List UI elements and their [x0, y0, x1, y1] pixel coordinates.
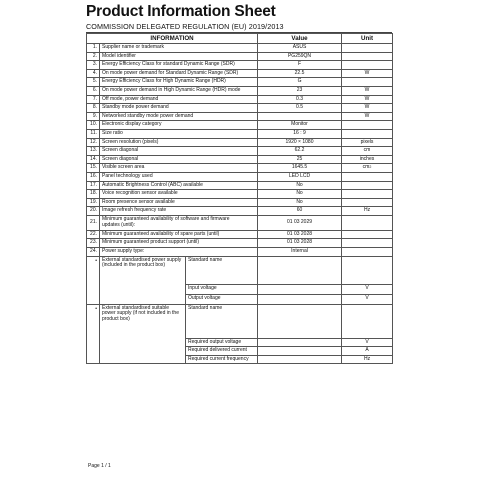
row-value: 16 : 9: [258, 129, 342, 138]
sub-label: Standard name: [186, 256, 258, 284]
table-row: [87, 52, 393, 61]
sub-label: Required output voltage: [186, 338, 258, 347]
row-value: [258, 112, 342, 121]
row-label: Image refresh frequency rate: [100, 207, 258, 216]
row-number: 20.: [87, 207, 100, 216]
row-number: 10.: [87, 121, 100, 130]
psu-std-standard-name-row: [87, 256, 393, 284]
table-row: [87, 198, 393, 207]
row-label: Automatic Brightness Control (ABC) available: [100, 181, 258, 190]
table-row: [87, 78, 393, 87]
row-label: Screen resolution (pixels): [100, 138, 258, 147]
row-label: Minimum guaranteed availability of software and firmware updates (until):: [100, 215, 258, 230]
row-value: LED LCD: [258, 172, 342, 181]
row-unit: pixels: [342, 138, 393, 147]
page-footer: Page 1 / 1: [88, 463, 111, 469]
sub-value: [258, 284, 342, 294]
table-row: [87, 190, 393, 199]
row-value: No: [258, 181, 342, 190]
row-unit: W: [342, 69, 393, 78]
sub-unit: V: [342, 294, 393, 304]
row-number: 23.: [87, 239, 100, 248]
sub-label: Required current frequency: [186, 355, 258, 364]
sub-value: [258, 294, 342, 304]
row-label: Room presence sensor available: [100, 198, 258, 207]
row-number: 19.: [87, 198, 100, 207]
sub-value: [258, 256, 342, 284]
row-value: G: [258, 78, 342, 87]
psu-suit-label: External standardised suitable power supply (if not included in the product box): [100, 304, 186, 364]
row-number: 18.: [87, 190, 100, 199]
row-unit: [342, 52, 393, 61]
header-value: Value: [258, 34, 342, 44]
sub-label: Input voltage: [186, 284, 258, 294]
row-value: 62.2: [258, 147, 342, 156]
row-value: PG259QN: [258, 52, 342, 61]
row-number: 13.: [87, 147, 100, 156]
row-number: 14.: [87, 155, 100, 164]
row-value: ASUS: [258, 44, 342, 53]
row-label: Size ratio: [100, 129, 258, 138]
row-unit: [342, 121, 393, 130]
row-value: 01 03 2028: [258, 230, 342, 239]
row-value: No: [258, 190, 342, 199]
row-unit: [342, 248, 393, 257]
row-label: On mode power demand for Standard Dynamic Range (SDR): [100, 69, 258, 78]
row-unit: [342, 78, 393, 87]
row-unit: W: [342, 104, 393, 113]
row-value: 22.5: [258, 69, 342, 78]
row-value: 23: [258, 86, 342, 95]
row-label: Model identifier: [100, 52, 258, 61]
row-number: 9.: [87, 112, 100, 121]
table-row: [87, 44, 393, 53]
row-number: 15.: [87, 164, 100, 173]
row-value: Internal: [258, 248, 342, 257]
row-number: 12.: [87, 138, 100, 147]
table-row: [87, 172, 393, 181]
row-value: 01 03 2028: [258, 239, 342, 248]
table-row: [87, 181, 393, 190]
table-body-extra: [87, 215, 393, 364]
table-row: [87, 129, 393, 138]
table-row: [87, 112, 393, 121]
row-value: 25: [258, 155, 342, 164]
row-unit: [342, 198, 393, 207]
row-number: 6.: [87, 86, 100, 95]
row-number: 7.: [87, 95, 100, 104]
row-value: Monitor: [258, 121, 342, 130]
row-value: 1645.5: [258, 164, 342, 173]
row-number: 22.: [87, 230, 100, 239]
row-unit: cm: [342, 147, 393, 156]
row-unit: W: [342, 86, 393, 95]
psu-suit-standard-name-row: [87, 304, 393, 338]
sub-unit: [342, 304, 393, 338]
table-body: [87, 44, 393, 216]
row-number: 1.: [87, 44, 100, 53]
row-label: Voice recognition sensor available: [100, 190, 258, 199]
table-row: [87, 239, 393, 248]
row-number: 3.: [87, 61, 100, 70]
product-info-table: [86, 33, 393, 364]
table-row: [87, 61, 393, 70]
row-unit: W: [342, 95, 393, 104]
sub-label: Standard name: [186, 304, 258, 338]
table-row: [87, 147, 393, 156]
sub-unit: Hz: [342, 355, 393, 364]
sub-value: [258, 304, 342, 338]
row-label: Supplier name or trademark: [100, 44, 258, 53]
row-value: 01 03 2029: [258, 215, 342, 230]
row-value: No: [258, 198, 342, 207]
sub-unit: V: [342, 284, 393, 294]
row-label: On mode power demand in High Dynamic Range (HDR) mode: [100, 86, 258, 95]
row-number: 11.: [87, 129, 100, 138]
table-row: [87, 230, 393, 239]
table-row: [87, 104, 393, 113]
row-number: 16.: [87, 172, 100, 181]
row-label: Energy Efficiency Class for standard Dynamic Range (SDR): [100, 61, 258, 70]
table-row: [87, 86, 393, 95]
row-value: 60: [258, 207, 342, 216]
psu-std-label: External standardised power supply (included in the product box): [100, 256, 186, 304]
row-unit: [342, 44, 393, 53]
row-number: 2.: [87, 52, 100, 61]
row-label: Energy Efficiency Class for High Dynamic Range (HDR): [100, 78, 258, 87]
row-label: Screen diagonal: [100, 155, 258, 164]
sub-unit: A: [342, 347, 393, 356]
table-row: [87, 95, 393, 104]
sub-unit: V: [342, 338, 393, 347]
sub-label: Output voltage: [186, 294, 258, 304]
row-unit: [342, 190, 393, 199]
header-unit: Unit: [342, 34, 393, 44]
row-unit: [342, 61, 393, 70]
table-row: [87, 69, 393, 78]
table-row: [87, 121, 393, 130]
table-row: [87, 164, 393, 173]
row-label: Power supply type:: [100, 248, 258, 257]
row-value: 0.3: [258, 95, 342, 104]
row-number: 8.: [87, 104, 100, 113]
row-label: Panel technology used: [100, 172, 258, 181]
bullet-mark: •: [87, 304, 100, 364]
sub-value: [258, 338, 342, 347]
row-unit: inches: [342, 155, 393, 164]
row-unit: $cm^2$: [342, 164, 393, 173]
row-label: Electronic display category: [100, 121, 258, 130]
sub-value: [258, 355, 342, 364]
page-title: Product Information Sheet: [86, 3, 276, 20]
row-label: Standby mode power demand: [100, 104, 258, 113]
row-number: 21.: [87, 215, 100, 230]
row-label: Visible screen area: [100, 164, 258, 173]
table-row: [87, 155, 393, 164]
table-row: [87, 207, 393, 216]
table-row: [87, 248, 393, 257]
regulation-subtitle: COMMISSION DELEGATED REGULATION (EU) 2019/2013: [86, 22, 392, 33]
row-number: 5.: [87, 78, 100, 87]
header-information: INFORMATION: [87, 34, 258, 44]
row-value: 0.5: [258, 104, 342, 113]
row-number: 24.: [87, 248, 100, 257]
row-value: 1920 × 1080: [258, 138, 342, 147]
row-label: Minimum guaranteed availability of spare parts (until): [100, 230, 258, 239]
row-label: Minimum guaranteed product support (until): [100, 239, 258, 248]
row-unit: Hz: [342, 207, 393, 216]
table-row: [87, 215, 393, 230]
row-unit: [342, 172, 393, 181]
row-number: 17.: [87, 181, 100, 190]
row-unit: [342, 239, 393, 248]
row-label: Screen diagonal: [100, 147, 258, 156]
sub-value: [258, 347, 342, 356]
table-row: [87, 138, 393, 147]
row-label: Off mode, power demand: [100, 95, 258, 104]
table-header-row: [87, 34, 393, 44]
row-number: 4.: [87, 69, 100, 78]
row-unit: W: [342, 112, 393, 121]
row-value: F: [258, 61, 342, 70]
row-unit: [342, 230, 393, 239]
row-label: Networked standby mode power demand: [100, 112, 258, 121]
row-unit: [342, 129, 393, 138]
row-unit: [342, 215, 393, 230]
row-unit: [342, 181, 393, 190]
sub-unit: [342, 256, 393, 284]
bullet-mark: •: [87, 256, 100, 304]
sub-label: Required delivered current: [186, 347, 258, 356]
